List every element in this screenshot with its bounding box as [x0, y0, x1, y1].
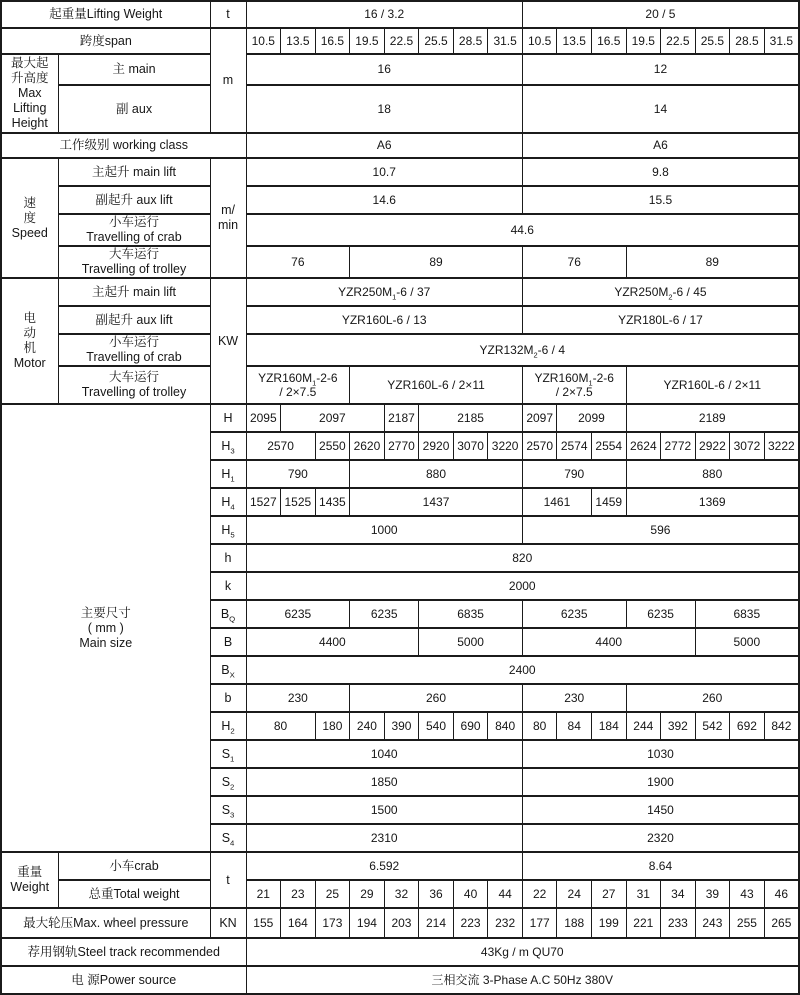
wheel-pressure-val-7: 214: [419, 908, 454, 938]
span-val-8: 28.5: [453, 28, 488, 54]
dim-h2-val-7: 840: [488, 712, 523, 740]
dim-s2-unit-0: $S_2$: [210, 768, 246, 796]
span-val-3: 13.5: [281, 28, 316, 54]
weight-total-val-15: 43: [730, 880, 765, 908]
dim-h2-val-15: 842: [764, 712, 799, 740]
span-val-9: 31.5: [488, 28, 523, 54]
wheel-pressure-val-16: 255: [730, 908, 765, 938]
span-val-5: 19.5: [350, 28, 385, 54]
motor-trolley-val-4: YZR160L-6 / 2×11: [626, 366, 799, 404]
weight-crab-unit-2: t: [210, 852, 246, 908]
wheel-pressure-val-15: 243: [695, 908, 730, 938]
dim-h2-val-8: 80: [522, 712, 557, 740]
weight-total-lab-0: 总重Total weight: [58, 880, 210, 908]
dim-bq-val-1: 6235: [246, 600, 350, 628]
speed-aux-lift-lab-0: 副起升 aux lift: [58, 186, 210, 214]
dim-h4-val-4: 1437: [350, 488, 523, 516]
dim-h4-val-1: 1527: [246, 488, 281, 516]
dim-h-val-8: 2189: [626, 404, 799, 432]
dim-h1-val-2: 880: [350, 460, 523, 488]
weight-total-val-10: 24: [557, 880, 592, 908]
dim-h2-val-6: 690: [453, 712, 488, 740]
dim-h3-val-10: 2554: [591, 432, 626, 460]
dim-h3-val-2: 2550: [315, 432, 350, 460]
max-height-main-val-3: 12: [522, 54, 799, 85]
dim-h1-unit-0: $H_1$: [210, 460, 246, 488]
table-row-power-source: [1, 966, 799, 994]
dim-h3-val-8: 2570: [522, 432, 557, 460]
span-unit-1: m: [210, 28, 246, 133]
table-row-span: [1, 28, 799, 54]
dim-h5-val-1: 1000: [246, 516, 522, 544]
dim-h-val-2: 2095: [246, 404, 281, 432]
dim-h3-val-15: 3222: [764, 432, 799, 460]
dim-h3-val-1: 2570: [246, 432, 315, 460]
dim-h2-val-2: 180: [315, 712, 350, 740]
speed-trolley-lab-0: 大车运行 Travelling of trolley: [58, 246, 210, 278]
steel-track-val-1: 43Kg / m QU70: [246, 938, 799, 966]
dim-h2-val-5: 540: [419, 712, 454, 740]
wheel-pressure-val-12: 199: [591, 908, 626, 938]
dim-h4-val-3: 1435: [315, 488, 350, 516]
table-row-lifting-weight: [1, 1, 799, 28]
table-row-speed-trolley: [1, 246, 799, 278]
dim-h-small-val-1: 820: [246, 544, 799, 572]
table-row-working-class: [1, 133, 799, 158]
span-val-11: 13.5: [557, 28, 592, 54]
dim-h4-val-5: 1461: [522, 488, 591, 516]
motor-aux-lift-lab-0: 副起升 aux lift: [58, 306, 210, 334]
dim-h3-val-7: 3220: [488, 432, 523, 460]
span-val-13: 19.5: [626, 28, 661, 54]
dim-h4-val-6: 1459: [591, 488, 626, 516]
dim-s1-val-1: 1040: [246, 740, 522, 768]
speed-trolley-val-2: 89: [350, 246, 523, 278]
max-height-main-lab-1: 主 main: [58, 54, 210, 85]
weight-total-val-14: 39: [695, 880, 730, 908]
max-height-aux-val-2: 14: [522, 85, 799, 133]
wheel-pressure-lab-0: 最大轮压Max. wheel pressure: [1, 908, 210, 938]
dim-h2-val-9: 84: [557, 712, 592, 740]
span-val-7: 25.5: [419, 28, 454, 54]
power-source-val-1: 三相交流 3-Phase A.C 50Hz 380V: [246, 966, 799, 994]
dim-h2-val-4: 390: [384, 712, 419, 740]
motor-aux-lift-val-1: YZR160L-6 / 13: [246, 306, 522, 334]
weight-total-val-13: 34: [661, 880, 696, 908]
weight-total-val-12: 31: [626, 880, 661, 908]
weight-crab-val-3: 6.592: [246, 852, 522, 880]
span-val-17: 31.5: [764, 28, 799, 54]
span-val-12: 16.5: [591, 28, 626, 54]
dim-h1-val-3: 790: [522, 460, 626, 488]
motor-main-lift-lab-1: 主起升 main lift: [58, 278, 210, 306]
weight-total-val-4: 29: [350, 880, 385, 908]
dim-bq-val-3: 6835: [419, 600, 523, 628]
table-row-motor-crab: [1, 334, 799, 366]
dim-h2-val-11: 244: [626, 712, 661, 740]
motor-main-lift-val-4: $YZR250M_2-6 / 45$: [522, 278, 799, 306]
span-val-14: 22.5: [661, 28, 696, 54]
dim-h3-val-12: 2772: [661, 432, 696, 460]
dim-h-val-5: 2185: [419, 404, 523, 432]
table-row-motor-main-lift: [1, 278, 799, 306]
dim-bq-val-5: 6235: [626, 600, 695, 628]
lifting-weight-val-2: 16 / 3.2: [246, 1, 522, 28]
span-val-2: 10.5: [246, 28, 281, 54]
weight-total-val-6: 36: [419, 880, 454, 908]
weight-total-val-5: 32: [384, 880, 419, 908]
motor-trolley-val-1: $YZR160M_1-2-6$ / 2×7.5: [246, 366, 350, 404]
motor-trolley-val-3: $YZR160M_1-2-6$ / 2×7.5: [522, 366, 626, 404]
motor-trolley-val-2: YZR160L-6 / 2×11: [350, 366, 523, 404]
dim-h-val-7: 2099: [557, 404, 626, 432]
dim-h-lab-0: 主要尺寸 ( mm ) Main size: [1, 404, 210, 852]
working-class-val-1: A6: [246, 133, 522, 158]
weight-crab-lab-1: 小车crab: [58, 852, 210, 880]
dim-h1-val-1: 790: [246, 460, 350, 488]
dim-s3-val-1: 1500: [246, 796, 522, 824]
speed-main-lift-lab-1: 主起升 main lift: [58, 158, 210, 186]
power-source-lab-0: 电 源Power source: [1, 966, 246, 994]
span-val-4: 16.5: [315, 28, 350, 54]
dim-h2-val-13: 542: [695, 712, 730, 740]
weight-total-val-3: 25: [315, 880, 350, 908]
dim-bq-unit-0: $B_Q$: [210, 600, 246, 628]
spec-table-body: [1, 1, 799, 994]
span-lab-0: 跨度span: [1, 28, 210, 54]
motor-crab-lab-0: 小车运行 Travelling of crab: [58, 334, 210, 366]
dim-h1-val-4: 880: [626, 460, 799, 488]
working-class-lab-0: 工作级别 working class: [1, 133, 246, 158]
max-height-aux-lab-0: 副 aux: [58, 85, 210, 133]
dim-s2-val-1: 1850: [246, 768, 522, 796]
speed-trolley-val-3: 76: [522, 246, 626, 278]
wheel-pressure-unit-1: KN: [210, 908, 246, 938]
dim-s2-val-2: 1900: [522, 768, 799, 796]
span-val-16: 28.5: [730, 28, 765, 54]
wheel-pressure-val-3: 164: [281, 908, 316, 938]
table-row-speed-main-lift: [1, 158, 799, 186]
dim-h3-val-4: 2770: [384, 432, 419, 460]
max-height-aux-val-1: 18: [246, 85, 522, 133]
wheel-pressure-val-10: 177: [522, 908, 557, 938]
dim-h2-unit-0: $H_2$: [210, 712, 246, 740]
span-val-15: 25.5: [695, 28, 730, 54]
wheel-pressure-val-13: 221: [626, 908, 661, 938]
dim-s1-unit-0: $S_1$: [210, 740, 246, 768]
table-row-speed-crab: [1, 214, 799, 246]
dim-h3-val-14: 3072: [730, 432, 765, 460]
speed-aux-lift-val-2: 15.5: [522, 186, 799, 214]
dim-s1-val-2: 1030: [522, 740, 799, 768]
dim-h3-val-9: 2574: [557, 432, 592, 460]
table-row-max-height-aux: [1, 85, 799, 133]
table-row-motor-trolley: [1, 366, 799, 404]
dim-h4-val-7: 1369: [626, 488, 799, 516]
dim-s4-unit-0: $S_4$: [210, 824, 246, 852]
lifting-weight-lab-0: 起重量Lifting Weight: [1, 1, 210, 28]
dim-h3-val-3: 2620: [350, 432, 385, 460]
wheel-pressure-val-6: 203: [384, 908, 419, 938]
table-row-steel-track: [1, 938, 799, 966]
dim-h3-val-6: 3070: [453, 432, 488, 460]
lifting-weight-val-3: 20 / 5: [522, 1, 799, 28]
dim-h-val-3: 2097: [281, 404, 385, 432]
dim-b-val-4: 5000: [695, 628, 799, 656]
dim-h-val-4: 2187: [384, 404, 419, 432]
table-row-weight-crab: [1, 852, 799, 880]
dim-h2-val-14: 692: [730, 712, 765, 740]
dim-b-small-val-3: 230: [522, 684, 626, 712]
dim-h-val-6: 2097: [522, 404, 557, 432]
motor-main-lift-unit-2: KW: [210, 278, 246, 404]
speed-trolley-val-1: 76: [246, 246, 350, 278]
dim-h2-val-12: 392: [661, 712, 696, 740]
speed-crab-val-1: 44.6: [246, 214, 799, 246]
weight-total-val-8: 44: [488, 880, 523, 908]
dim-b-small-unit-0: b: [210, 684, 246, 712]
dim-h-small-unit-0: h: [210, 544, 246, 572]
table-row-max-height-main: [1, 54, 799, 85]
span-val-10: 10.5: [522, 28, 557, 54]
dim-h2-val-1: 80: [246, 712, 315, 740]
speed-main-lift-unit-2: m/ min: [210, 158, 246, 278]
table-row-wheel-pressure: [1, 908, 799, 938]
dim-h5-val-2: 596: [522, 516, 799, 544]
dim-h2-val-3: 240: [350, 712, 385, 740]
weight-crab-val-4: 8.64: [522, 852, 799, 880]
wheel-pressure-val-9: 232: [488, 908, 523, 938]
wheel-pressure-val-8: 223: [453, 908, 488, 938]
speed-aux-lift-val-1: 14.6: [246, 186, 522, 214]
speed-main-lift-val-3: 10.7: [246, 158, 522, 186]
speed-main-lift-val-4: 9.8: [522, 158, 799, 186]
table-row-motor-aux-lift: [1, 306, 799, 334]
dim-b-small-val-4: 260: [626, 684, 799, 712]
lifting-weight-unit-1: t: [210, 1, 246, 28]
table-row-speed-aux-lift: [1, 186, 799, 214]
dim-s3-val-2: 1450: [522, 796, 799, 824]
dim-b-unit-0: B: [210, 628, 246, 656]
wheel-pressure-val-2: 155: [246, 908, 281, 938]
wheel-pressure-val-11: 188: [557, 908, 592, 938]
dim-h2-val-10: 184: [591, 712, 626, 740]
motor-main-lift-lab-0: 电 动 机 Motor: [1, 278, 58, 404]
working-class-val-2: A6: [522, 133, 799, 158]
wheel-pressure-val-17: 265: [764, 908, 799, 938]
dim-bx-unit-0: $B_X$: [210, 656, 246, 684]
table-row-weight-total: [1, 880, 799, 908]
max-height-main-val-2: 16: [246, 54, 522, 85]
dim-h4-unit-0: $H_4$: [210, 488, 246, 516]
weight-total-val-16: 46: [764, 880, 799, 908]
weight-total-val-7: 40: [453, 880, 488, 908]
dim-k-unit-0: k: [210, 572, 246, 600]
dim-bq-val-4: 6235: [522, 600, 626, 628]
dim-s4-val-1: 2310: [246, 824, 522, 852]
dim-bq-val-6: 6835: [695, 600, 799, 628]
weight-total-val-2: 23: [281, 880, 316, 908]
dim-b-val-1: 4400: [246, 628, 419, 656]
dim-b-val-2: 5000: [419, 628, 523, 656]
motor-main-lift-val-3: $YZR250M_1-6 / 37$: [246, 278, 522, 306]
dim-b-val-3: 4400: [522, 628, 695, 656]
dim-s4-val-2: 2320: [522, 824, 799, 852]
dim-h5-unit-0: $H_5$: [210, 516, 246, 544]
max-height-main-lab-0: 最大起 升高度 Max Lifting Height: [1, 54, 58, 133]
dim-h4-val-2: 1525: [281, 488, 316, 516]
steel-track-lab-0: 荐用钢轨Steel track recommended: [1, 938, 246, 966]
weight-total-val-11: 27: [591, 880, 626, 908]
span-val-6: 22.5: [384, 28, 419, 54]
dim-bx-val-1: 2400: [246, 656, 799, 684]
dim-h-unit-1: H: [210, 404, 246, 432]
speed-main-lift-lab-0: 速 度 Speed: [1, 158, 58, 278]
speed-crab-lab-0: 小车运行 Travelling of crab: [58, 214, 210, 246]
dim-h3-val-11: 2624: [626, 432, 661, 460]
wheel-pressure-val-14: 233: [661, 908, 696, 938]
motor-aux-lift-val-2: YZR180L-6 / 17: [522, 306, 799, 334]
motor-crab-val-1: $YZR132M_2-6 / 4$: [246, 334, 799, 366]
wheel-pressure-val-5: 194: [350, 908, 385, 938]
dim-b-small-val-2: 260: [350, 684, 523, 712]
dim-b-small-val-1: 230: [246, 684, 350, 712]
weight-crab-lab-0: 重量 Weight: [1, 852, 58, 908]
dim-s3-unit-0: $S_3$: [210, 796, 246, 824]
table-row-dim-h: [1, 404, 799, 432]
motor-trolley-lab-0: 大车运行 Travelling of trolley: [58, 366, 210, 404]
dim-h3-unit-0: $H_3$: [210, 432, 246, 460]
dim-bq-val-2: 6235: [350, 600, 419, 628]
speed-trolley-val-4: 89: [626, 246, 799, 278]
weight-total-val-1: 21: [246, 880, 281, 908]
dim-h3-val-5: 2920: [419, 432, 454, 460]
dim-h3-val-13: 2922: [695, 432, 730, 460]
wheel-pressure-val-4: 173: [315, 908, 350, 938]
dim-k-val-1: 2000: [246, 572, 799, 600]
weight-total-val-9: 22: [522, 880, 557, 908]
